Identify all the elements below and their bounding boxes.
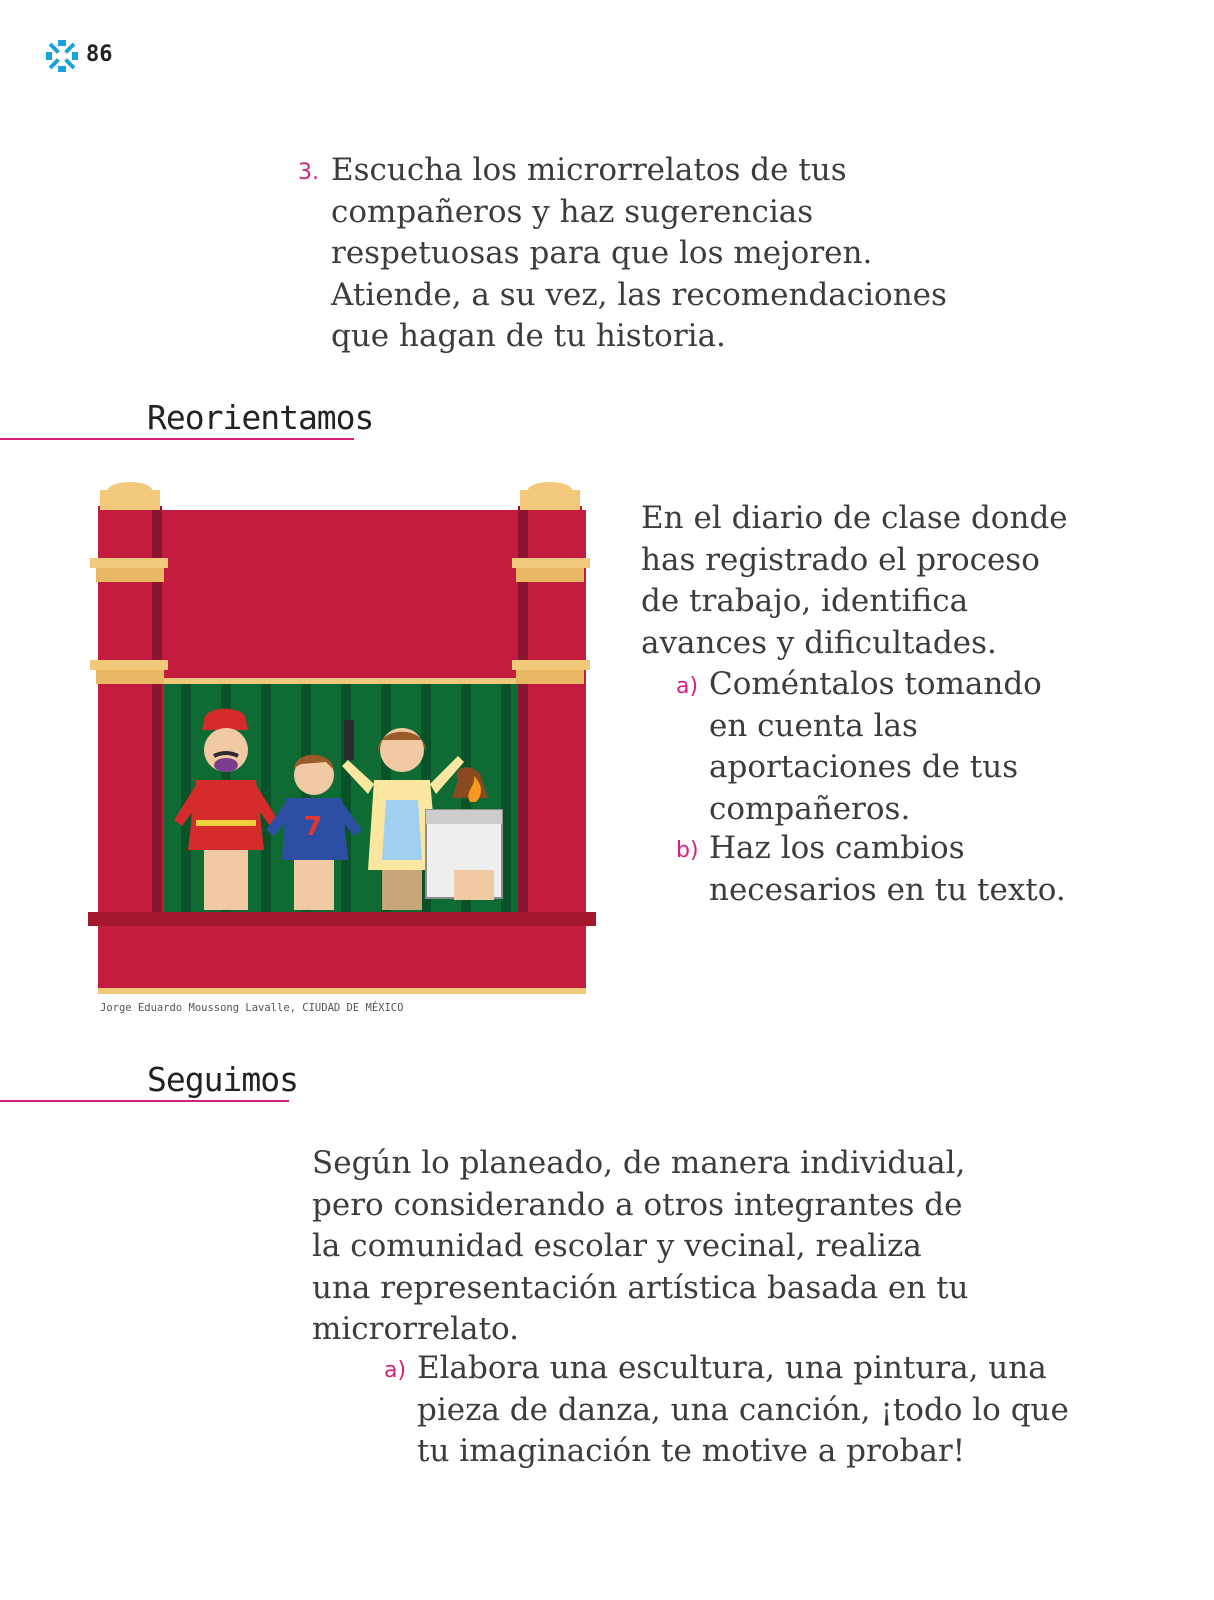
text-line: has registrado el proceso	[641, 541, 1040, 578]
text-line: aportaciones de tus	[709, 749, 1019, 785]
text-line: pieza de danza, una canción, ¡todo lo que	[417, 1391, 1069, 1428]
section-heading-seguimos: Seguimos	[147, 1060, 298, 1099]
page-logo-icon	[46, 40, 78, 72]
item-a-marker: a)	[384, 1358, 407, 1383]
text-line: respetuosas para que los mejoren.	[331, 235, 873, 271]
reorientamos-intro	[641, 498, 1068, 664]
page-number: 86	[86, 42, 113, 67]
text-line: que hagan de tu historia.	[331, 318, 726, 354]
item-3-marker: 3.	[298, 160, 319, 185]
section-rule	[0, 1100, 289, 1102]
text-line: Atiende, a su vez, las recomendaciones	[331, 276, 947, 313]
text-line: Según lo planeado, de manera individual,	[312, 1145, 966, 1181]
text-line: tu imaginación te motive a probar!	[417, 1433, 966, 1469]
text-line: pero considerando a otros integrantes de	[312, 1186, 963, 1223]
seguimos-item-a	[417, 1348, 1069, 1473]
jersey-number: 7	[304, 812, 323, 842]
image-caption: Jorge Eduardo Moussong Lavalle, CIUDAD DE MÉXICO	[100, 1002, 404, 1014]
item-b-marker: b)	[676, 838, 699, 863]
text-line: compañeros.	[709, 790, 911, 827]
item-3-text	[331, 150, 947, 358]
item-a-marker: a)	[676, 674, 699, 699]
seguimos-intro	[312, 1143, 969, 1351]
text-line: la comunidad escolar y vecinal, realiza	[312, 1228, 922, 1264]
text-line: Haz los cambios	[709, 830, 965, 866]
text-line: una representación artística basada en tu	[312, 1269, 969, 1306]
text-line: de trabajo, identifica	[641, 583, 969, 619]
text-line: Coméntalos tomando	[709, 666, 1042, 702]
reorientamos-item-b	[709, 828, 1066, 911]
text-line: Escucha los microrrelatos de tus	[331, 152, 847, 188]
text-line: microrrelato.	[312, 1311, 519, 1347]
text-line: Elabora una escultura, una pintura, una	[417, 1350, 1047, 1386]
section-rule	[0, 438, 354, 440]
text-line: necesarios en tu texto.	[709, 871, 1066, 908]
text-line: En el diario de clase donde	[641, 500, 1068, 536]
puppet-theater-illustration	[86, 480, 598, 998]
text-line: avances y dificultades.	[641, 624, 997, 661]
reorientamos-item-a	[709, 664, 1042, 830]
text-line: en cuenta las	[709, 707, 918, 744]
section-heading-reorientamos: Reorientamos	[147, 398, 374, 437]
text-line: compañeros y haz sugerencias	[331, 193, 814, 230]
